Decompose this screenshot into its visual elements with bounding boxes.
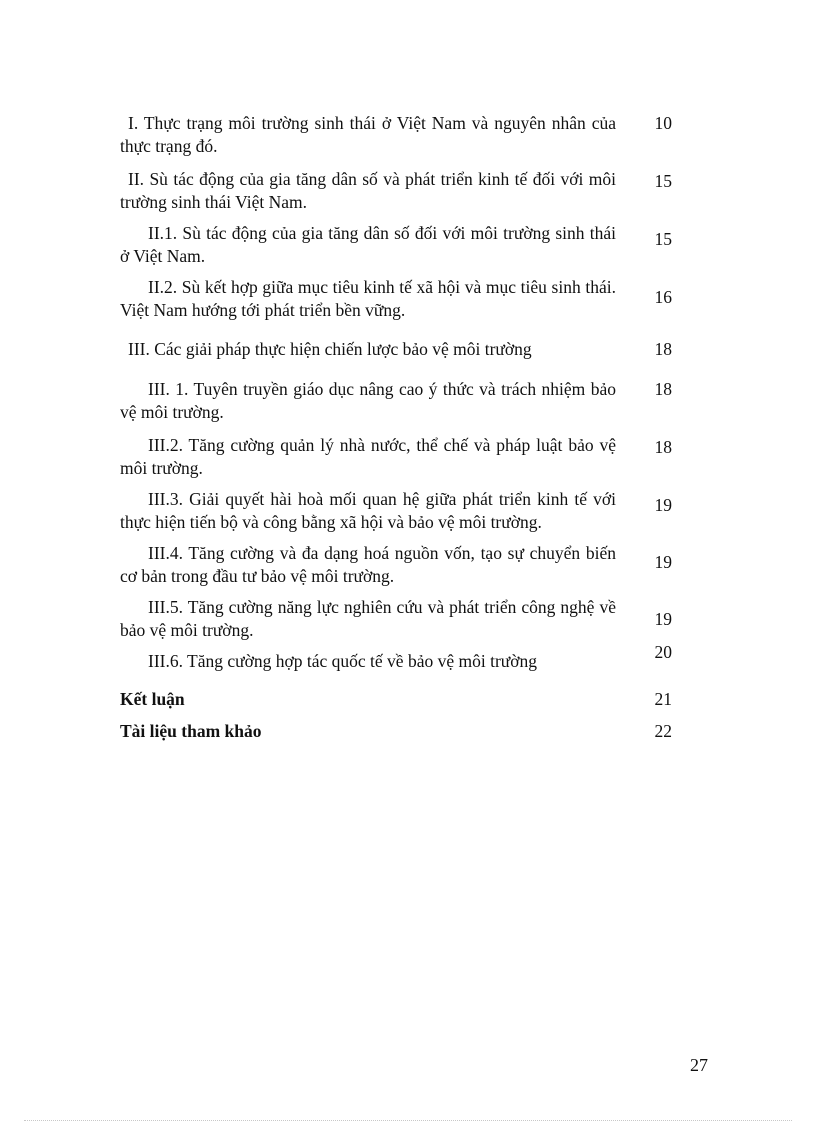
toc-entry-text: II. Sù tác động của gia tăng dân số và phát triển kinh tế đối với môi trường sinh thái Việt Nam. [120, 169, 616, 212]
toc-entry-text: III.6. Tăng cường hợp tác quốc tế về bảo vệ môi trường [148, 651, 538, 671]
toc-entry-text: III.4. Tăng cường và đa dạng hoá nguồn vốn, tạo sự chuyển biến cơ bản trong đầu tư bảo vệ môi trường. [120, 543, 616, 586]
toc-entry-references: Tài liệu tham khảo [120, 721, 262, 741]
toc-entry-text: III.3. Giải quyết hài hoà mối quan hệ giữa phát triển kinh tế với thực hiện tiến bộ và công bằng xã hội và bảo vệ môi trường. [120, 489, 616, 532]
toc-entry-text: III. Các giải pháp thực hiện chiến lược bảo vệ môi trường [128, 339, 532, 359]
toc-entry-page: 18 [654, 437, 672, 457]
toc-entry-page: 22 [654, 721, 672, 741]
toc-entry-conclusion: Kết luận [120, 689, 185, 709]
toc-entry-page: 20 [654, 642, 672, 662]
toc-entry-page: 18 [654, 339, 672, 359]
toc-entry-text: II.2. Sù kết hợp giữa mục tiêu kinh tế xã hội và mục tiêu sinh thái. Việt Nam hướng tới phát triển bền vững. [120, 277, 616, 320]
toc-entry-page: 15 [654, 229, 672, 249]
toc-entry-text: III.5. Tăng cường năng lực nghiên cứu và phát triển công nghệ về bảo vệ môi trường. [120, 597, 616, 640]
toc-entry-page: 16 [654, 287, 672, 307]
toc-entry-page: 19 [654, 609, 672, 629]
toc-entry-page: 15 [654, 171, 672, 191]
page-number: 27 [690, 1055, 708, 1075]
toc-entry-text: III.2. Tăng cường quản lý nhà nước, thể chế và pháp luật bảo vệ môi trường. [120, 435, 616, 478]
toc-entry-page: 19 [654, 495, 672, 515]
toc-entry-text: II.1. Sù tác động của gia tăng dân số đối với môi trường sinh thái ở Việt Nam. [120, 223, 616, 266]
toc-entry-text: III. 1. Tuyên truyền giáo dục nâng cao ý thức và trách nhiệm bảo vệ môi trường. [120, 379, 616, 422]
toc-entry-page: 19 [654, 552, 672, 572]
toc-entry-page: 10 [654, 113, 672, 133]
toc-entry-page: 18 [654, 379, 672, 399]
page-bottom-divider [24, 1120, 792, 1121]
toc-entry-page: 21 [654, 689, 672, 709]
toc-entry-text: I. Thực trạng môi trường sinh thái ở Việt Nam và nguyên nhân của thực trạng đó. [120, 113, 616, 156]
